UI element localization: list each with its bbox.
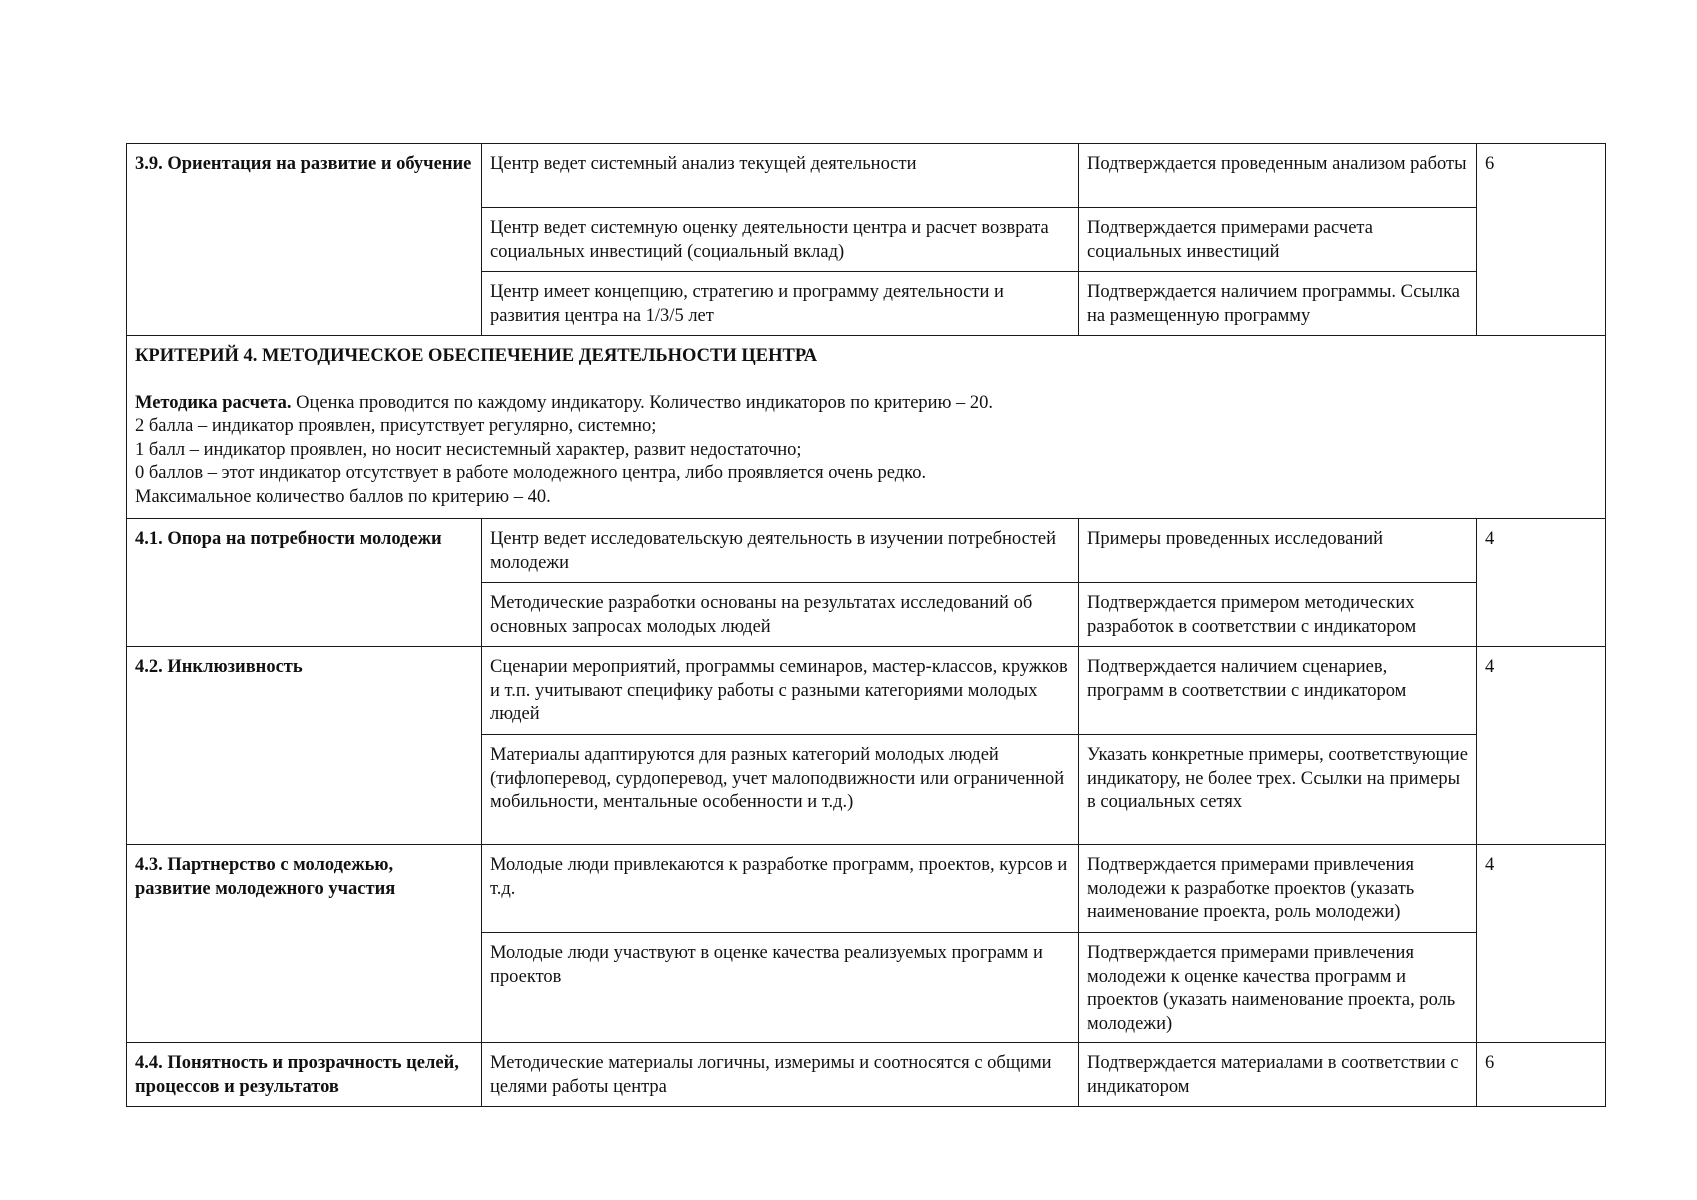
indicator-evidence: Указать конкретные примеры, соответствующие индикатору, не более трех. Ссылки на примеры в социальных сетях (1079, 735, 1477, 845)
indicator-description: Центр ведет системную оценку деятельности центра и расчет возврата социальных инвестиций (социальный вклад) (482, 208, 1079, 272)
scoring-max: Максимальное количество баллов по критерию – 40. (135, 486, 551, 507)
indicator-description: Центр ведет системный анализ текущей деятельности (482, 144, 1079, 208)
table-row (127, 647, 1606, 735)
indicator-name: 4.4. Понятность и прозрачность целей, процессов и результатов (127, 1043, 482, 1107)
indicator-description: Сценарии мероприятий, программы семинаров, мастер-классов, кружков и т.п. учитывают специфику работы с разными категориями молодых людей (482, 647, 1079, 735)
indicator-evidence: Подтверждается наличием программы. Ссылка на размещенную программу (1079, 272, 1477, 336)
indicator-evidence: Подтверждается примерами привлечения молодежи к разработке проектов (указать наименование проекта, роль молодежи) (1079, 845, 1477, 933)
scoring-rule-0: 0 баллов – этот индикатор отсутствует в работе молодежного центра, либо проявляется очень редко. (135, 463, 927, 483)
indicator-score: 4 (1477, 845, 1606, 1043)
criterion-block (127, 336, 1606, 519)
table-row (127, 144, 1606, 208)
indicator-description: Материалы адаптируются для разных категорий молодых людей (тифлоперевод, сурдоперевод, учет малоподвижности или ограниченной мобильности, ментальные особенности и т.д.) (482, 735, 1079, 845)
indicator-evidence: Примеры проведенных исследований (1079, 519, 1477, 583)
indicator-name: 3.9. Ориентация на развитие и обучение (127, 144, 482, 336)
indicator-description: Методические разработки основаны на результатах исследований об основных запросах молодых людей (482, 583, 1079, 647)
indicator-description: Центр имеет концепцию, стратегию и программу деятельности и развития центра на 1/3/5 лет (482, 272, 1079, 336)
criterion-title: КРИТЕРИЙ 4. МЕТОДИЧЕСКОЕ ОБЕСПЕЧЕНИЕ ДЕЯТЕЛЬНОСТИ ЦЕНТРА (135, 346, 818, 366)
indicator-score: 6 (1477, 1043, 1606, 1107)
indicator-name: 4.3. Партнерство с молодежью, развитие молодежного участия (127, 845, 482, 1043)
method-label: Методика расчета. (135, 392, 292, 413)
indicator-description: Молодые люди привлекаются к разработке программ, проектов, курсов и т.д. (482, 845, 1079, 933)
indicator-score: 4 (1477, 519, 1606, 647)
indicator-evidence: Подтверждается проведенным анализом работы (1079, 144, 1477, 208)
indicator-name: 4.2. Инклюзивность (127, 647, 482, 845)
criterion-row (127, 336, 1606, 519)
scoring-rule-1: 1 балл – индикатор проявлен, но носит несистемный характер, развит недостаточно; (135, 439, 802, 460)
table-row (127, 845, 1606, 933)
indicator-evidence: Подтверждается материалами в соответствии с индикатором (1079, 1043, 1477, 1107)
criteria-table (126, 143, 1606, 1107)
indicator-evidence: Подтверждается примером методических разработок в соответствии с индикатором (1079, 583, 1477, 647)
indicator-evidence: Подтверждается примерами расчета социальных инвестиций (1079, 208, 1477, 272)
table-row (127, 519, 1606, 583)
indicator-description: Методические материалы логичны, измеримы и соотносятся с общими целями работы центра (482, 1043, 1079, 1107)
indicator-evidence: Подтверждается примерами привлечения молодежи к оценке качества программ и проектов (указать наименование проекта, роль молодежи) (1079, 933, 1477, 1043)
indicator-score: 4 (1477, 647, 1606, 845)
indicator-description: Молодые люди участвуют в оценке качества реализуемых программ и проектов (482, 933, 1079, 1043)
scoring-rule-2: 2 балла – индикатор проявлен, присутствует регулярно, системно; (135, 416, 657, 436)
indicator-evidence: Подтверждается наличием сценариев, программ в соответствии с индикатором (1079, 647, 1477, 735)
method-text: Оценка проводится по каждому индикатору. Количество индикаторов по критерию – 20. (291, 392, 994, 413)
table-row (127, 1043, 1606, 1107)
indicator-score: 6 (1477, 144, 1606, 336)
indicator-name: 4.1. Опора на потребности молодежи (127, 519, 482, 647)
method-line (135, 392, 1597, 416)
indicator-description: Центр ведет исследовательскую деятельность в изучении потребностей молодежи (482, 519, 1079, 583)
